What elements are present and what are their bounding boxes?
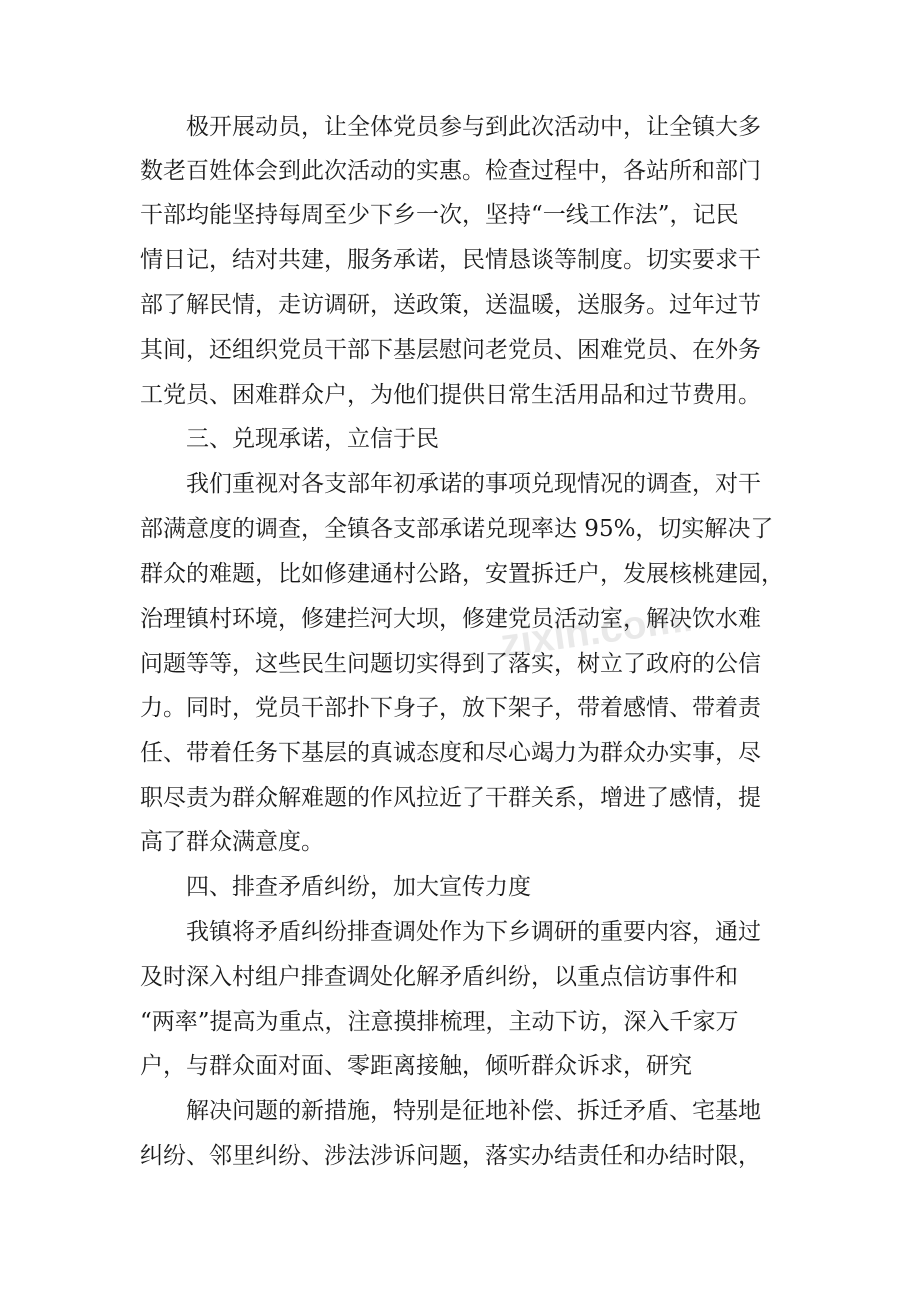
section-heading-3: 三、兑现承诺，立信于民 — [186, 426, 439, 452]
text-line-16: 职尽责为群众解难题的作风拉近了干群关系，增进了感情，提 — [140, 785, 761, 811]
text-line-3: 干部均能坚持每周至少下乡一次，坚持“一线工作法”，记民 — [140, 202, 739, 228]
text-line-17: 高了群众满意度。 — [140, 829, 324, 855]
text-line-15: 任、带着任务下基层的真诚态度和尽心竭力为群众办实事，尽 — [140, 740, 761, 766]
text-line-22: 户，与群众面对面、零距离接触，倾听群众诉求，研究 — [140, 1053, 692, 1079]
section-heading-4: 四、排查矛盾纠纷，加大宣传力度 — [186, 874, 531, 900]
text-line-10: 部满意度的调查，全镇各支部承诺兑现率达 95%，切实解决了 — [140, 516, 774, 542]
text-line-24: 纠纷、邻里纠纷、涉法涉诉问题，落实办结责任和办结时限， — [140, 1143, 761, 1169]
text-line-5: 部了解民情，走访调研，送政策，送温暖，送服务。过年过节 — [140, 292, 761, 318]
text-line-7: 工党员、困难群众户，为他们提供日常生活用品和过节费用。 — [140, 382, 761, 408]
text-line-2: 数老百姓体会到此次活动的实惠。检查过程中，各站所和部门 — [140, 158, 761, 184]
text-line-4: 情日记，结对共建，服务承诺，民情恳谈等制度。切实要求干 — [140, 247, 761, 273]
text-line-13: 问题等等，这些民生问题切实得到了落实，树立了政府的公信 — [140, 651, 761, 677]
text-line-23: 解决问题的新措施，特别是征地补偿、拆迁矛盾、宅基地 — [186, 1098, 761, 1124]
watermark-text: zixin.com.cn — [497, 589, 694, 667]
text-line-11: 群众的难题，比如修建通村公路，安置拆迁户，发展核桃建园， — [140, 561, 784, 587]
text-line-21: “两率”提高为重点，注意摸排梳理，主动下访，深入千家万 — [140, 1009, 739, 1035]
text-line-9: 我们重视对各支部年初承诺的事项兑现情况的调查，对干 — [186, 471, 761, 497]
text-line-1: 极开展动员，让全体党员参与到此次活动中，让全镇大多 — [186, 114, 761, 140]
text-line-12: 治理镇村环境，修建拦河大坝，修建党员活动室，解决饮水难 — [140, 606, 761, 632]
text-line-6: 其间，还组织党员干部下基层慰问老党员、困难党员、在外务 — [140, 337, 761, 363]
text-line-14: 力。同时，党员干部扑下身子，放下架子，带着感情、带着责 — [140, 695, 761, 721]
text-line-20: 及时深入村组户排查调处化解矛盾纠纷，以重点信访事件和 — [140, 964, 738, 990]
text-line-19: 我镇将矛盾纠纷排查调处作为下乡调研的重要内容，通过 — [186, 919, 761, 945]
